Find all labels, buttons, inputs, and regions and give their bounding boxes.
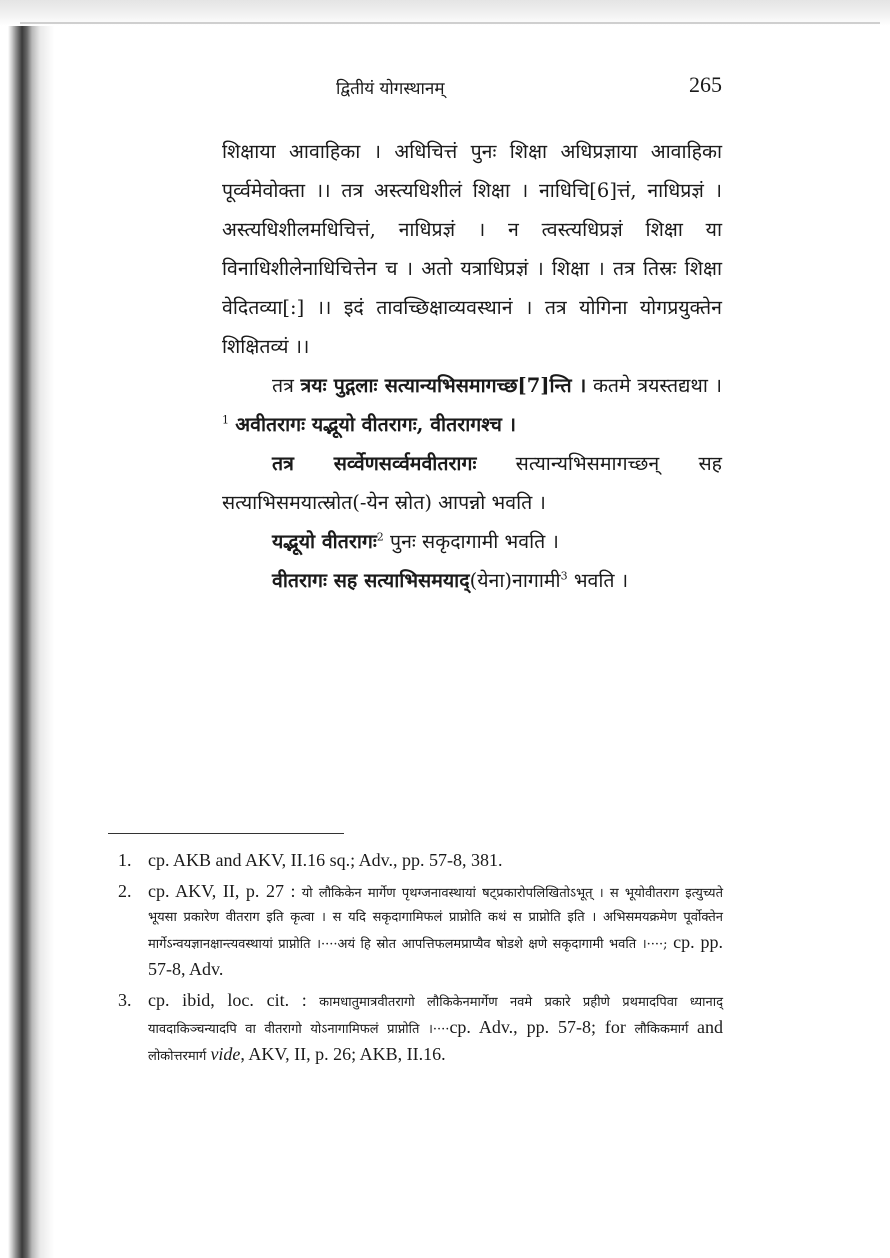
running-head: द्वितीयं योगस्थानम् xyxy=(336,79,445,99)
p5-bold: वीतरागः सह सत्याभिसमयाद् xyxy=(272,569,470,592)
main-text xyxy=(222,132,722,600)
p2-bold-1: त्रयः पुद्गलाः सत्यान्यभिसमागच्छ[7]न्ति । xyxy=(300,374,587,397)
p2-tatra: तत्र xyxy=(272,374,294,397)
scan-edge-line xyxy=(20,22,880,24)
footnote-sanskrit: यो लौकिकेन मार्गेण पृथग्जनावस्थायां षट्प्रकारोपलिखितोऽभूत् । स भूयोवीतराग इत्युच्यते भूयसा प्रकारेण वीतराग इति कृत्वा । स यदि सकृदागामिफलं प्राप्नोति कथं स प्राप्नोति इति । अभिसमयक्रमेण पूर्वोक्तेन मार्गेऽन्वयज्ञानक्षान्त्यवस्थायां प्राप्नोति ।····अयं हि स्रोत आपत्तिफलमप्राप्यैव षोडशे क्षणे सकृदागामी भवति ।····; xyxy=(148,886,723,952)
p3-bold: तत्र सर्व्वेणसर्व्वमवीतरागः xyxy=(272,452,477,475)
p3-text: सत्यान्यभिसमागच्छन् सह सत्याभिसमयात्स्रोत(-येन स्रोत) आपन्नो भवति । xyxy=(222,452,722,514)
paragraph-5 xyxy=(222,561,722,600)
footnote-ref-3: 3 xyxy=(560,569,568,583)
footnote-vide: vide xyxy=(210,1044,241,1064)
paragraph-2 xyxy=(222,366,722,444)
footnote-tail-b: and xyxy=(697,1017,724,1037)
book-binding-shadow xyxy=(0,26,60,1258)
footnote-ref-1: 1 xyxy=(222,413,229,427)
p2-katame: कतमे त्रयस्तद्यथा । xyxy=(592,374,722,397)
paragraph-3 xyxy=(222,444,722,522)
footnote-tail-c: , AKV, II, p. 26; AKB, II.16. xyxy=(240,1044,446,1064)
footnote-ref-2: 2 xyxy=(376,530,384,544)
p4-bold: यद्भूयो वीतरागः xyxy=(272,530,377,553)
paragraph-4 xyxy=(222,522,722,561)
footnote-number: 2. xyxy=(118,881,132,901)
p5-end: भवति । xyxy=(573,569,629,592)
footnote-number: 1. xyxy=(118,850,132,870)
footnote-lead: cp. AKV, II, p. 27 : xyxy=(148,881,296,901)
paragraph-1: शिक्षाया आवाहिका । अधिचित्तं पुनः शिक्षा अधिप्रज्ञाया आवाहिका पूर्व्वमेवोक्ता ।। तत्र अस्त्यधिशीलं शिक्षा । नाधिचि[6]त्तं, नाधिप्रज्ञं । अस्त्यधिशीलमधिचित्तं, नाधिप्रज्ञं । न त्वस्त्यधिप्रज्ञं शिक्षा या विनाधिशीलेनाधिचित्तेन च । अतो यत्राधिप्रज्ञं । शिक्षा । तत्र तिस्रः शिक्षा वेदितव्या[:] ।। इदं तावच्छिक्षाव्यवस्थानं । तत्र योगिना योगप्रयुक्तेन शिक्षितव्यं ।। xyxy=(222,140,722,358)
p2-bold-2: अवीतरागः यद्भूयो वीतरागः, वीतरागश्च । xyxy=(235,413,517,436)
p5-text: (येना)नागामी xyxy=(469,569,561,592)
footnote-3 xyxy=(118,988,723,1069)
footnote-lead: cp. ibid, loc. cit. : xyxy=(148,990,307,1010)
footnotes xyxy=(118,848,723,1073)
footnote-sanskrit-c: लोकोत्तरमार्ग xyxy=(148,1049,207,1064)
footnote-number: 3. xyxy=(118,990,132,1010)
footnote-text: cp. AKB and AKV, II.16 sq.; Adv., pp. 57-8, 381. xyxy=(148,850,503,870)
page-header xyxy=(336,72,722,106)
footnote-sanskrit: कामधातुमात्रवीतरागो लौकिकेनमार्गेण नवमे प्रकारे प्रहीणे प्रथमादपिवा ध्यानाद् यावदाकिञ्चन्यादपि वा वीतरागो योऽनागामिफलं प्राप्नोति ।···· xyxy=(148,995,723,1037)
footnote-2 xyxy=(118,879,723,984)
footnote-divider xyxy=(108,833,344,834)
footnote-1 xyxy=(118,848,723,875)
p4-text: पुनः सकृदागामी भवति । xyxy=(390,530,559,553)
footnote-tail-a: cp. Adv., pp. 57-8; for xyxy=(449,1017,626,1037)
footnote-tail: cp. pp. 57-8, Adv. xyxy=(148,932,723,979)
page-number: 265 xyxy=(689,72,722,97)
footnote-sanskrit-b: लौकिकमार्ग xyxy=(634,1022,689,1037)
